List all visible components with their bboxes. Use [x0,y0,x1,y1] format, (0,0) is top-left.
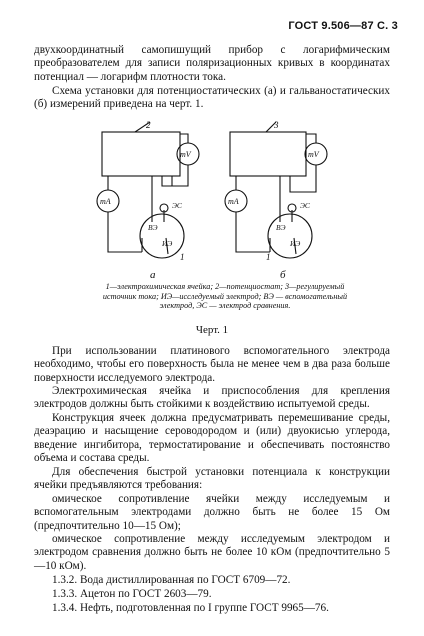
paragraph-6: омическое сопротивление между исследуемым электродом и электродом сравнения должно быть не более 10 кОм (предпочтительно 5—10 кОм). [34,533,390,572]
label-mv-b: mV [308,150,319,159]
paragraph-scheme: Схема установки для потенциостатических (а) и гальваностатических (б) измерений приведена на черт. 1. [34,85,390,111]
label-num1-a: 1 [180,252,185,262]
label-ve-a: ВЭ [148,223,158,232]
page-header: ГОСТ 9.506—87 С. 3 [288,20,398,32]
label-ma-b: mA [228,197,239,206]
label-ma-a: mA [100,197,111,206]
label-mv-a: mV [180,150,191,159]
label-ve-b: ВЭ [276,223,286,232]
paragraph-5: омическое сопротивление ячейки между исследуемым и вспомогательным электродами должно быть не более 15 Ом (предпочтительно 10—15 Ом); [34,493,390,532]
label-num3: 3 [274,120,279,130]
figure-title: Черт. 1 [195,324,229,336]
item-1-3-2: 1.3.2. Вода дистиллированная по ГОСТ 6709—72. [52,574,291,586]
current-source-box [230,132,306,176]
label-num1-b: 1 [266,252,271,262]
potentiostat-box [102,132,180,176]
cell-b [268,214,312,258]
paragraph-3: Конструкция ячеек должна предусматривать перемешивание среды, деаэрацию и насыщение сероводородом и (или) двуокисью углерода, введение ингибитора, термостатирование и обеспечивать постоянство объема и состава среды. [34,412,390,465]
label-b: б [280,269,286,281]
item-1-3-4: 1.3.4. Нефть, подготовленная по I группе ГОСТ 9965—76. [52,602,329,614]
label-ec-b: ЭС [300,201,310,210]
paragraph-top: двухкоординатный самопишущий прибор с логарифмическим преобразователем для записи поляризационных кривых в координатах потенциал — логарифм плотности тока. [34,44,390,83]
paragraph-1: При использовании платинового вспомогательного электрода необходимо, чтобы его поверхность была не менее чем в два раза больше поверхности исследуемого электрода. [34,345,390,384]
figure-caption: 1—электрохимическая ячейка; 2—потенциостат; 3—регулируемый источник тока; ИЭ—исследуемый электрод; ВЭ — вспомогательный электрод, ЭС — электрод сравнения. [102,282,348,311]
label-num2: 2 [146,120,151,130]
paragraph-2: Электрохимическая ячейка и приспособления для крепления электродов должны быть стойкими к воздействию испытуемой среды. [34,385,390,411]
circuit-diagram [90,120,340,284]
cell-a [140,214,184,258]
label-ec-a: ЭС [172,201,182,210]
paragraph-4: Для обеспечения быстрой установки потенциала к конструкции ячейки предъявляются требования: [34,466,390,492]
label-ie-b: ИЭ [290,239,301,248]
label-ie-a: ИЭ [162,239,173,248]
label-a: а [150,269,156,281]
item-1-3-3: 1.3.3. Ацетон по ГОСТ 2603—79. [52,588,212,600]
